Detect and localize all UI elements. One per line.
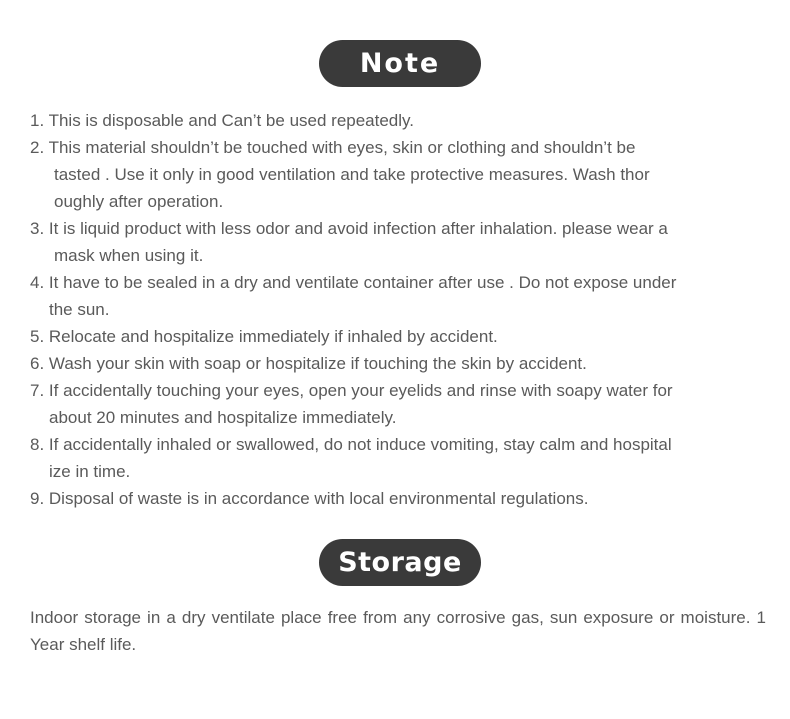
note-item-9: [30, 485, 765, 512]
note-item-text: 8. If accidentally inhaled or swallowed, do not induce vomiting, stay calm and hospital: [30, 435, 672, 454]
note-item-5: [30, 323, 765, 350]
note-item-continuation: the sun.: [49, 300, 110, 319]
note-item-2: [30, 134, 765, 215]
storage-text: Indoor storage in a dry ventilate place free from any corrosive gas, sun exposure or moisture. 1 Year shelf life.: [30, 608, 766, 654]
note-item-6: [30, 350, 765, 377]
note-item-text: 5. Relocate and hospitalize immediately if inhaled by accident.: [30, 327, 498, 346]
note-item-8: [30, 431, 765, 485]
note-item-text: 9. Disposal of waste is in accordance with local environmental regulations.: [30, 489, 589, 508]
note-heading: Note: [319, 40, 481, 87]
note-item-text: 3. It is liquid product with less odor and avoid infection after inhalation. please wear a: [30, 219, 668, 238]
note-item-continuation: oughly after operation.: [54, 192, 224, 211]
note-item-continuation: tasted . Use it only in good ventilation and take protective measures. Wash thor: [54, 165, 650, 184]
note-list: [30, 107, 765, 512]
note-item-continuation: mask when using it.: [54, 246, 204, 265]
note-item-3: [30, 215, 765, 269]
note-item-7: [30, 377, 765, 431]
note-item-1: [30, 107, 765, 134]
note-item-text: 1. This is disposable and Can’t be used repeatedly.: [30, 111, 415, 130]
note-item-text: 4. It have to be sealed in a dry and ventilate container after use . Do not expose under: [30, 273, 677, 292]
note-item-4: [30, 269, 765, 323]
note-item-text: 6. Wash your skin with soap or hospitalize if touching the skin by accident.: [30, 354, 587, 373]
note-item-continuation: ize in time.: [49, 462, 131, 481]
note-item-text: 7. If accidentally touching your eyes, open your eyelids and rinse with soapy water for: [30, 381, 673, 400]
storage-heading: Storage: [319, 539, 481, 586]
note-item-text: 2. This material shouldn’t be touched with eyes, skin or clothing and shouldn’t be: [30, 138, 636, 157]
note-item-continuation: about 20 minutes and hospitalize immediately.: [49, 408, 397, 427]
